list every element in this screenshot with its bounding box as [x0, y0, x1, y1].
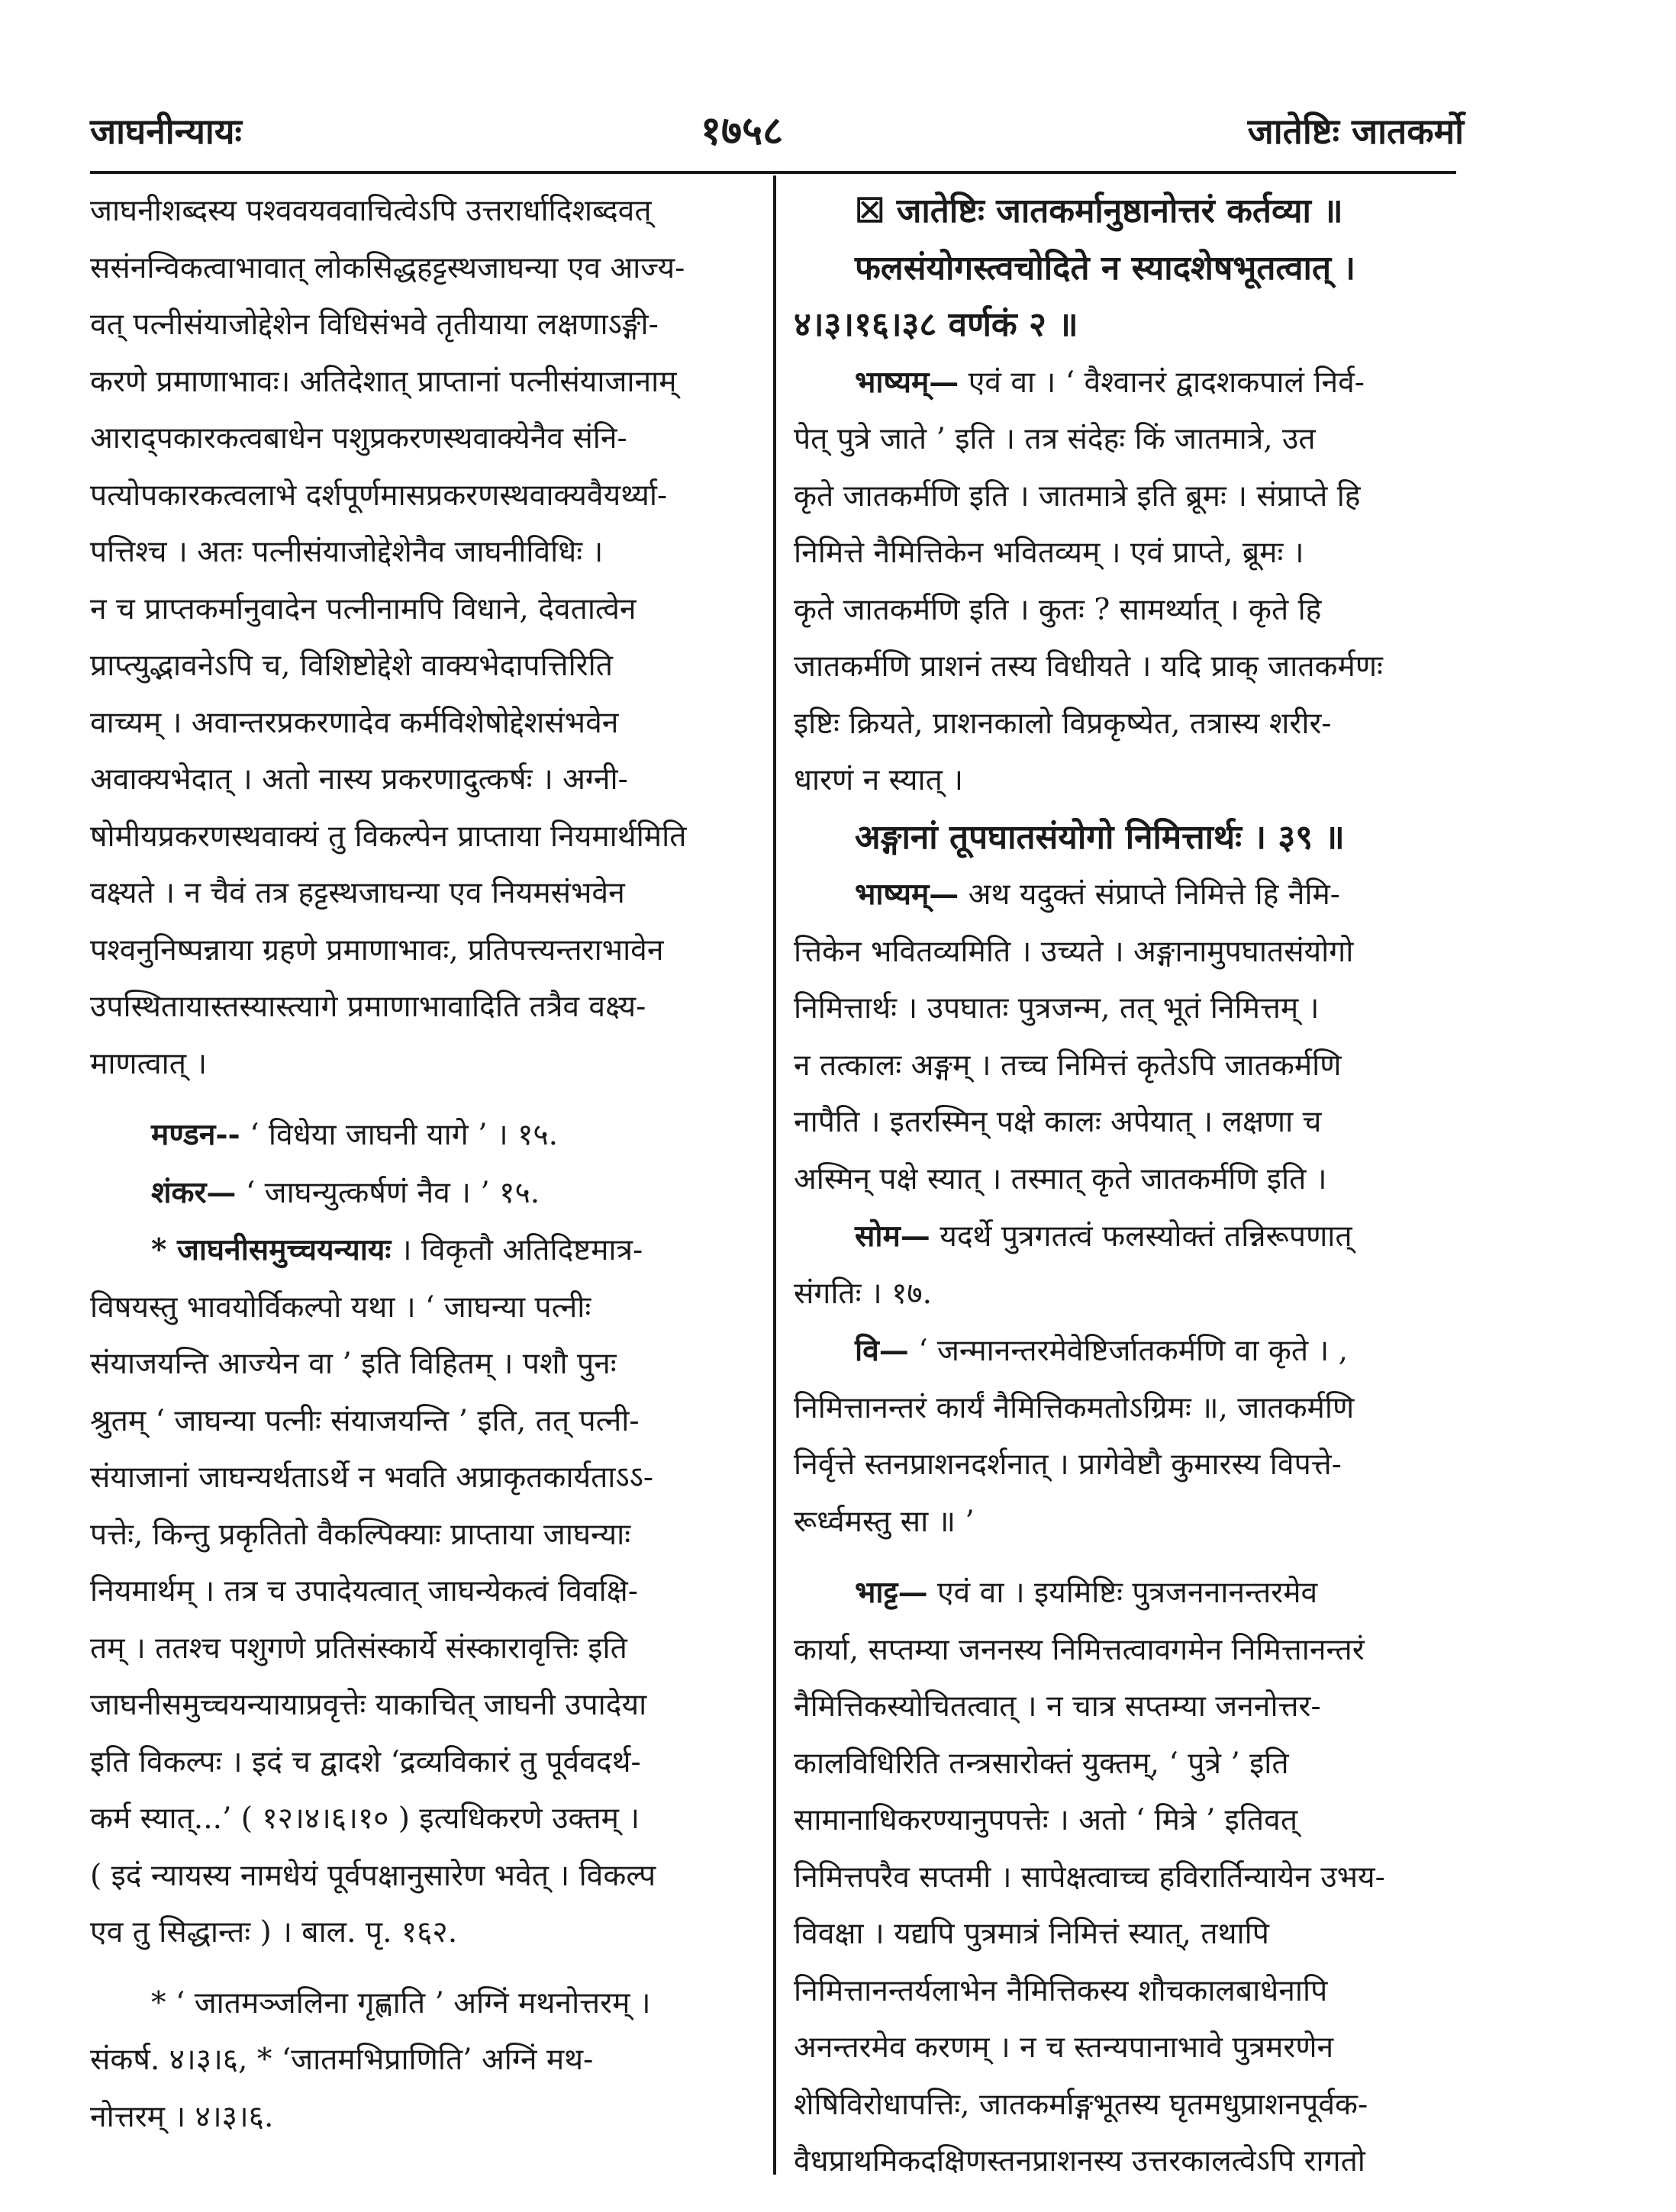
sutra-reference: ४।३।१६।३८ वर्णकं २ ॥: [794, 305, 1078, 344]
page-number: १७५८: [701, 108, 784, 154]
text-line: इष्टिः क्रियते, प्राशनकालो विप्रकृष्येत, तत्रास्य शरीर-: [794, 706, 1332, 741]
shankar-quote: [90, 1164, 754, 1222]
page-header: [90, 92, 1464, 168]
vi-first-line: [794, 1322, 1462, 1380]
text-line: निमित्तानन्तरं कार्यं नैमित्तिकमतोऽग्रिमः ॥, जातकर्मणि: [794, 1390, 1355, 1425]
text-line: ‘ जन्मानन्तरमेवेष्टिर्जातकर्मणि वा कृते । ,: [908, 1334, 1349, 1368]
text-line: कर्म स्यात्...’ ( १२।४।६।१० ) इत्यधिकरणे उक्तम् ।: [90, 1801, 640, 1836]
text-line: शेषिविरोधापत्तिः, जातकर्माङ्गभूतस्य घृतमधुप्राशनपूर्वक-: [794, 2087, 1368, 2122]
text-line: उपस्थितायास्तस्यास्त्यागे प्रमाणाभावादिति तत्रैव वक्ष्य-: [90, 990, 646, 1024]
text-line: । विकृतौ अतिदिष्टमात्र-: [391, 1233, 643, 1267]
text-line: प्राप्त्युद्भावनेऽपि च, विशिष्टोद्देशे वाक्यभेदापत्तिरिति: [90, 649, 614, 683]
text-line: संयाजयन्ति आज्येन वा ’ इति विहितम् । पशौ पुनः: [90, 1347, 617, 1381]
section-heading-line: [90, 1222, 754, 1280]
header-right-title: जातेष्टिः जातकर्मो: [1247, 111, 1464, 152]
text-line: षोमीयप्रकरणस्थवाक्यं तु विकल्पेन प्राप्ताया नियमार्थमिति: [90, 819, 687, 854]
text-line: कालविधिरिति तन्त्रसारोक्तं युक्तम्, ‘ पुत्रे ’ इति: [794, 1746, 1289, 1781]
text-line: नियमार्थम् । तत्र च उपादेयत्वात् जाघन्येकत्वं विवक्षि-: [90, 1574, 638, 1608]
text-line: वैधप्राथमिकदक्षिणस्तनप्राशनस्य उत्तरकालत्वेऽपि रागतो: [794, 2144, 1365, 2178]
text-line: माणत्वात् ।: [90, 1046, 208, 1081]
shankar-text: ‘ जाघन्युत्कर्षणं नैव । ’ १५.: [236, 1175, 540, 1210]
text-line: श्रुतम् ‘ जाघन्या पत्नीः संयाजयन्ति ’ इति, तत् पत्नी-: [90, 1403, 640, 1438]
text-line: जाघनीसमुच्चयन्यायाप्रवृत्तेः याकाचित् जाघनी उपादेया: [90, 1688, 647, 1722]
text-line: निमित्तपरैव सप्तमी । सापेक्षत्वाच्च हविरार्तिन्यायेन उभय-: [794, 1859, 1385, 1895]
text-line: पेत् पुत्रे जाते ’ इति । तत्र संदेहः किं जातमात्रे, उत: [794, 422, 1316, 456]
text-line: विषयस्तु भावयोर्विकल्पो यथा । ‘ जाघन्या पत्नीः: [90, 1290, 591, 1325]
mandan-quote: [90, 1106, 754, 1164]
text-line: आराद्‌पकारकत्वबाधेन पशुप्रकरणस्थवाक्येनैव संनि-: [90, 421, 627, 456]
text-line: नैमित्तिकस्योचितत्वात् । न चात्र सप्तम्या जननोत्तर-: [794, 1689, 1321, 1724]
section-heading: ☒ जातेष्टिः जातकर्मानुष्ठानोत्तरं कर्तव्या ॥: [855, 192, 1343, 230]
text-line: अथ यदुक्तं संप्राप्ते निमित्ते हि नैमि-: [959, 877, 1340, 912]
text-line: जाघनीशब्दस्य पश्ववयववाचित्वेऽपि उत्तरार्धादिशब्दवत्: [90, 194, 652, 228]
sutra-line: फलसंयोगस्त्वचोदिते न स्यादशेषभूतत्वात् ।: [855, 248, 1356, 288]
text-line: अवाक्यभेदात् । अतो नास्य प्रकरणादुत्कर्षः । अग्नी-: [90, 762, 628, 797]
text-line: नापैति । इतरस्मिन् पक्षे कालः अपेयात् । लक्षणा च: [794, 1105, 1322, 1139]
text-line: यदर्थे पुत्रगतत्वं फलस्योक्तं तन्निरूपणात्: [930, 1219, 1352, 1254]
text-line: पत्तेः, किन्तु प्रकृतितो वैकल्पिक्याः प्राप्ताया जाघन्याः: [90, 1517, 631, 1552]
text-line: कृते जातकर्मणि इति । जातमात्रे इति ब्रूमः । संप्राप्ते हि: [794, 478, 1361, 514]
text-line: करणे प्रमाणाभावः। अतिदेशात् प्राप्तानां पत्नीसंयाजानाम्: [90, 364, 677, 399]
text-line: निर्वृत्ते स्तनप्राशनदर्शनात् । प्रागेवेष्टौ कुमारस्य विपत्ते-: [794, 1447, 1342, 1482]
text-line: * ‘ जातमञ्जलिना गृह्णाति ’ अग्निं मथनोत्तरम् ।: [151, 1985, 651, 2020]
mandan-label: मण्डन--: [151, 1117, 240, 1152]
text-line: वक्ष्यते । न चैवं तत्र हट्टस्थजाघन्या एव नियमसंभवेन: [90, 876, 625, 910]
text-line: एव तु सिद्धान्तः ) । बाल. पृ. १६२.: [90, 1915, 458, 1950]
header-rule: [90, 171, 1456, 174]
text-line: वाच्यम् । अवान्तरप्रकरणादेव कर्मविशेषोद्देशसंभवेन: [90, 705, 619, 740]
text-line: न च प्राप्तकर्मानुवादेन पत्नीनामपि विधाने, देवतात्वेन: [90, 591, 637, 626]
column-divider: [773, 175, 776, 2175]
bhashya-first-line: [794, 866, 1462, 924]
text-line: संगतिः । १७.: [794, 1276, 933, 1311]
text-line: संकर्ष. ४।३।६, * ‘जातमभिप्राणिति’ अग्निं मथ-: [90, 2043, 594, 2077]
text-line: जातकर्मणि प्राशनं तस्य विधीयते । यदि प्राक् जातकर्मणः: [794, 649, 1383, 684]
text-line: पत्योपकारकत्वलाभे दर्शपूर्णमासप्रकरणस्थवाक्यवैयर्थ्या-: [90, 478, 668, 513]
text-line: कार्या, सप्तम्या जननस्य निमित्तत्वावगमेन निमित्तानन्तरं: [794, 1632, 1365, 1667]
text-line: धारणं न स्यात् ।: [794, 763, 963, 797]
text-line: अस्मिन् पक्षे स्यात् । तस्मात् कृते जातकर्मणि इति ।: [794, 1161, 1327, 1196]
right-column: [794, 183, 1462, 2191]
text-line: निमित्ते नैमित्तिकेन भवितव्यम् । एवं प्राप्ते, ब्रूमः ।: [794, 536, 1304, 570]
nyaya-heading: * जाघनीसमुच्चयन्यायः: [151, 1232, 392, 1267]
text-line: ससंनन्विकत्वाभावात् लोकसिद्धहट्टस्थजाघन्या एव आज्य-: [90, 250, 685, 285]
text-line: न तत्कालः अङ्गम् । तच्च निमित्तं कृतेऽपि जातकर्मणि: [794, 1048, 1342, 1083]
text-line: एवं वा । इयमिष्टिः पुत्रजननानन्तरमेव: [927, 1576, 1318, 1610]
soma-label: सोम—: [855, 1219, 930, 1254]
text-line: इति विकल्पः । इदं च द्वादशे ‘द्रव्यविकारं तु पूर्ववदर्थ-: [90, 1744, 641, 1779]
left-column: [90, 183, 754, 2146]
text-line: अनन्तरमेव करणम् । न च स्तन्यपानाभावे पुत्रमरणेन: [794, 2030, 1334, 2065]
text-line: सामानाधिकरण्यानुपपत्तेः । अतो ‘ मित्रे ’ इतिवत्: [794, 1803, 1298, 1837]
soma-first-line: [794, 1208, 1462, 1266]
text-line: एवं वा । ‘ वैश्वानरं द्वादशकपालं निर्व-: [959, 365, 1365, 400]
bhashya-label: भाष्यम्—: [855, 877, 959, 912]
text-line: रूर्ध्वमस्तु सा ॥ ’: [794, 1504, 975, 1539]
text-line: नोत्तरम् । ४।३।६.: [90, 2099, 274, 2134]
text-line: संयाजानां जाघन्यर्थताऽर्थे न भवति अप्राकृतकार्यताऽऽ-: [90, 1460, 654, 1495]
header-left-title: जाघनीन्यायः: [90, 111, 242, 152]
text-line: तम् । ततश्च पशुगणे प्रतिसंस्कार्ये संस्कारावृत्तिः इति: [90, 1631, 627, 1666]
vi-label: वि—: [855, 1333, 909, 1368]
bhashya-label: भाष्यम्—: [855, 364, 959, 400]
text-line: पश्वनुनिष्पन्नाया ग्रहणे प्रमाणाभावः, प्रतिपत्त्यन्तराभावेन: [90, 932, 664, 968]
mandan-text: ‘ विधेया जाघनी यागे ’ । १५.: [240, 1118, 559, 1152]
bhatta-first-line: [794, 1564, 1462, 1622]
bhatta-label: भाट्ट—: [855, 1575, 928, 1610]
shankar-label: शंकर—: [151, 1174, 237, 1210]
sutra-line: अङ्गानां तूपघातसंयोगो निमित्तार्थः । ३९ ॥: [855, 817, 1345, 857]
text-line: विवक्षा । यद्यपि पुत्रमात्रं निमित्तं स्यात्, तथापि: [794, 1917, 1269, 1951]
text-line: पत्तिश्च । अतः पत्नीसंयाजोद्देशेनैव जाघनीविधिः ।: [90, 535, 604, 569]
text-line: निमित्तार्थः । उपघातः पुत्रजन्म, तत् भूतं निमित्तम् ।: [794, 991, 1320, 1026]
bhashya-first-line: [794, 354, 1462, 412]
text-line: ( इदं न्यायस्य नामधेयं पूर्वपक्षानुसारेण भवेत् । विकल्प: [90, 1858, 656, 1893]
text-line: कृते जातकर्मणि इति । कुतः ? सामर्थ्यात् । कृते हि: [794, 592, 1322, 627]
text-line: त्तिकेन भवितव्यमिति । उच्यते । अङ्गानामुपघातसंयोगो: [794, 934, 1354, 969]
text-line: वत् पत्नीसंयाजोद्देशेन विधिसंभवे तृतीयाया लक्षणाऽङ्गी-: [90, 307, 659, 342]
text-line: निमित्तानन्तर्यलाभेन नैमित्तिकस्य शौचकालबाधेनापि: [794, 1973, 1328, 2008]
